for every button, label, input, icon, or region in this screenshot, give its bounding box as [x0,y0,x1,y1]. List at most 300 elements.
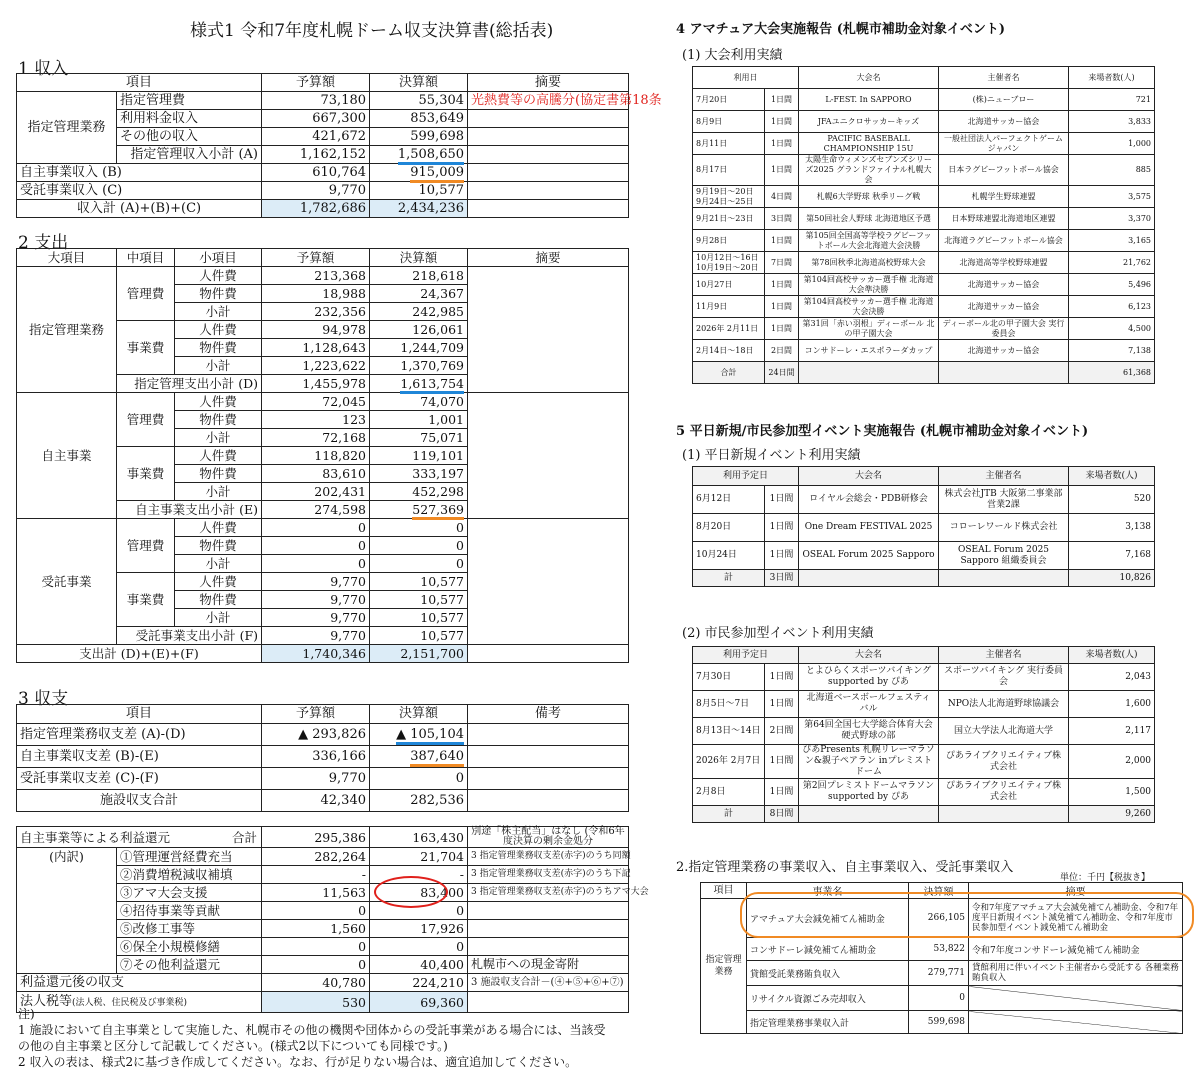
subtotal-label: 指定管理支出小計 (D) [117,375,262,393]
organizer-cell: 国立大学法人北海道大学 [939,718,1069,745]
actual-cell: 75,071 [370,429,468,447]
visitors-cell: 5,496 [1069,274,1155,296]
actual-cell: 1,370,769 [370,357,468,375]
total-budget: 1,740,346 [262,645,370,663]
actual-cell: 69,360 [370,992,468,1013]
date-cell: 7月30日 [693,664,765,691]
note-cell: 令和7年度コンサドーレ減免補てん補助金 [969,938,1183,961]
income-table [16,73,662,218]
note-2: 2 収入の表は、様式2に基づき作成してください。なお、行が足りない場合は、適宜追加してください。 [18,1055,578,1069]
col-header: 予算額 [262,249,370,267]
row-label: 物件費 [175,591,262,609]
weekday-table [692,466,1155,587]
citizen-body [693,664,1155,806]
budget-cell: 118,820 [262,447,370,465]
highlight-value: 387,640 [410,749,464,767]
col-header: 大項目 [17,249,117,267]
budget-cell: 667,300 [262,110,370,128]
budget-cell: 9,770 [262,609,370,627]
actual-cell: 10,577 [370,627,468,645]
organizer-cell: 株式会社JTB 大阪第二事業部 営業2課 [939,486,1069,514]
row-label: 貸館受託業務賄負収入 [747,961,909,986]
visitors-cell: 1,000 [1069,133,1155,155]
col-header: 来場者数(人) [1069,67,1155,89]
row-label: 人件費 [175,519,262,537]
event-name-cell: 第2回プレミストドームマラソン supported by ぴあ [799,779,939,806]
col-header: 摘要 [969,883,1183,899]
note-cell [468,200,629,218]
total-visitors: 9,260 [1069,806,1155,823]
note-cell: 3 指定管理業務収支差(赤字)のうち同額 [468,848,629,866]
organizer-cell: 日本野球連盟北海道地区連盟 [939,208,1069,230]
blank-cell [799,570,939,587]
breakdown-label: (内訳) [17,848,117,866]
budget-cell: 421,672 [262,128,370,146]
organizer-cell: 札幌学生野球連盟 [939,186,1069,208]
budget-cell: 1,223,622 [262,357,370,375]
note-cell [468,146,629,164]
note-cell [468,519,629,645]
days-cell: 1日間 [765,274,799,296]
col-header: 予算額 [262,74,370,92]
days-cell: 1日間 [765,318,799,340]
table-row [693,486,1155,514]
amount-cell: 53,822 [909,938,969,961]
table-row [693,133,1155,155]
blank-cell [939,362,1069,384]
organizer-cell: 日本ラグビーフットボール協会 [939,155,1069,186]
row-label: 受託事業収入 (C) [17,182,262,200]
event-name-cell: OSEAL Forum 2025 Sapporo [799,542,939,570]
col-header: 来場者数(人) [1069,647,1155,664]
date-cell: 8月13日～14日 [693,718,765,745]
event-name-cell: とよひらくスポーツバイキング supported by ぴあ [799,664,939,691]
col-header: 事業名 [747,883,909,899]
section4-sub: (1) 大会利用実績 [682,48,783,63]
actual-cell: 10,577 [370,182,468,200]
organizer-cell: スポーツバイキング 実行委員会 [939,664,1069,691]
visitors-cell: 3,833 [1069,111,1155,133]
row-label: 人件費 [175,393,262,411]
table-row [693,89,1155,111]
total-label: 計 [693,806,765,823]
actual-cell: 21,704 [370,848,468,866]
days-cell: 1日間 [765,664,799,691]
event-name-cell: 札幌6大学野球 秋季リーグ戦 [799,186,939,208]
budget-cell: 40,780 [262,974,370,992]
row-label: ⑤改修工事等 [117,920,262,938]
actual-cell: 10,577 [370,609,468,627]
row-label: ⑦その他利益還元 [117,956,262,974]
days-cell: 1日間 [765,230,799,252]
event-name-cell: 第50回社会人野球 北海道地区予選 [799,208,939,230]
total-label: 合計 [693,362,765,384]
visitors-cell: 7,138 [1069,340,1155,362]
total-actual: 2,434,236 [370,200,468,218]
total-label: 支出計 (D)+(E)+(F) [17,645,262,663]
row-label: アマチュア大会減免補てん補助金 [747,899,909,938]
col-header: 利用予定日 [693,467,799,486]
row-label: 自主事業収入 (B) [17,164,262,182]
actual-cell: 119,101 [370,447,468,465]
visitors-cell: 2,043 [1069,664,1155,691]
days-cell: 1日間 [765,486,799,514]
sub-group-label: 管理費 [117,267,175,321]
note-cell [468,790,629,812]
tax-sub: (法人税、住民税及び事業税) [72,998,188,1008]
date-cell: 8月9日 [693,111,765,133]
budget-cell: 0 [262,555,370,573]
note-cell: 3 指定管理業務収支差(赤字)のうち下記 [468,866,629,884]
row-label: コンサドーレ減免補てん補助金 [747,938,909,961]
budget-cell: 232,356 [262,303,370,321]
balance-table [16,704,629,812]
visitors-cell: 721 [1069,89,1155,111]
actual-cell: 0 [370,555,468,573]
col-header: 備考 [468,705,629,724]
actual-cell [370,501,468,519]
visitors-cell: 3,165 [1069,230,1155,252]
actual-cell: 224,210 [370,974,468,992]
budget-cell: 0 [262,902,370,920]
table-row [693,664,1155,691]
actual-cell: 853,649 [370,110,468,128]
col-header: 来場者数(人) [1069,467,1155,486]
organizer-cell: 北海道高等学校野球連盟 [939,252,1069,274]
note-cell: 3 指定管理業務収支差(赤字)のうちアマ大会 [468,884,629,902]
event-name-cell: 第104回高校サッカー選手権 北海道大会準決勝 [799,274,939,296]
note-cell: 光熱費等の高騰分(協定書第18条 [468,92,629,110]
amount-cell: 599,698 [909,1011,969,1034]
row-label: ⑥保全小規模修繕 [117,938,262,956]
row-label: 小計 [175,609,262,627]
visitors-cell: 1,500 [1069,779,1155,806]
note-cell [468,938,629,956]
budget-cell: 282,264 [262,848,370,866]
row-label: ③アマ大会支援 [117,884,262,902]
table-row [693,252,1155,274]
actual-cell: 0 [370,768,468,790]
row-label: 自主事業収支差 (B)-(E) [17,746,262,768]
event-name-cell: 第104回高校サッカー選手権 北海道大会決勝 [799,296,939,318]
blank-cell [799,362,939,384]
note-cell [468,992,629,1013]
row-label: 物件費 [175,339,262,357]
section5-sub1: (1) 平日新規イベント利用実績 [682,448,861,463]
budget-cell: 94,978 [262,321,370,339]
budget-cell: 202,431 [262,483,370,501]
total-label: 収入計 (A)+(B)+(C) [17,200,262,218]
tournament-table [692,66,1155,384]
note-cell: 令和7年度アマチュア大会減免補てん補助金、令和7年度平日新規イベント減免補てん補助金、令和7年度市民参加型イベント減免補てん補助金 [969,899,1183,938]
table-row [693,111,1155,133]
blank-cell [939,570,1069,587]
actual-cell: 242,985 [370,303,468,321]
actual-cell: 1,001 [370,411,468,429]
visitors-cell: 21,762 [1069,252,1155,274]
table-row [693,340,1155,362]
total-days: 3日間 [765,570,799,587]
budget-cell: 73,180 [262,92,370,110]
budget-cell: 213,368 [262,267,370,285]
highlight-box [740,892,1194,938]
total-label: 計 [693,570,765,587]
note-cell: 札幌市への現金寄附 [468,956,629,974]
sub-group-label: 事業費 [117,573,175,627]
total-visitors: 61,368 [1069,362,1155,384]
actual-cell: 0 [370,537,468,555]
actual-cell: 10,577 [370,591,468,609]
highlight-value: 1,508,650 [398,147,464,165]
table-row [693,514,1155,542]
organizer-cell: 北海道サッカー協会 [939,111,1069,133]
tax-label-cell [17,992,262,1013]
row-label: 小計 [175,483,262,501]
table-row [693,318,1155,340]
event-name-cell: 北海道ベースボールフェスティバル [799,691,939,718]
date-cell: 2026年 2月7日 [693,745,765,779]
note-cell [468,110,629,128]
income-heading: 1 収入 [18,59,69,79]
visitors-cell: 2,000 [1069,745,1155,779]
date-cell: 10月27日 [693,274,765,296]
date-cell: 7月20日 [693,89,765,111]
event-name-cell: ロイヤル会総会・PDB研修会 [799,486,939,514]
note-cell [468,393,629,519]
row-label: 小計 [175,429,262,447]
organizer-cell: 北海道サッカー協会 [939,296,1069,318]
subtotal-label: 自主事業支出小計 (E) [117,501,262,519]
days-cell: 1日間 [765,111,799,133]
table-row [693,186,1155,208]
actual-cell: 74,070 [370,393,468,411]
budget-cell: 1,455,978 [262,375,370,393]
days-cell: 1日間 [765,155,799,186]
budget-cell: - [262,866,370,884]
table-row [693,296,1155,318]
row-label: 小計 [175,357,262,375]
visitors-cell: 6,123 [1069,296,1155,318]
days-cell: 1日間 [765,514,799,542]
amount-cell: 0 [909,986,969,1011]
organizer-cell: NPO法人北海道野球協議会 [939,691,1069,718]
row-label: 物件費 [175,537,262,555]
note-cell: 3 施設収支合計－(④+⑤+⑥+⑦) [468,974,629,992]
row-label: 人件費 [175,447,262,465]
blank-cell [799,806,939,823]
col-header: 摘要 [468,74,629,92]
days-cell: 2日間 [765,340,799,362]
budget-cell: ▲ 293,826 [262,724,370,746]
budget-cell: 83,610 [262,465,370,483]
note-cell [468,902,629,920]
total-days: 24日間 [765,362,799,384]
col-header: 大会名 [799,67,939,89]
budget-cell: 9,770 [262,627,370,645]
budget-cell: 72,168 [262,429,370,447]
budget-cell: 123 [262,411,370,429]
budget-cell: 0 [262,537,370,555]
budget-cell: 18,988 [262,285,370,303]
row-label: 物件費 [175,465,262,483]
slash-cell [969,1011,1183,1034]
organizer-cell: 北海道ラグビーフットボール協会 [939,230,1069,252]
date-cell: 9月19日～20日 9月24日～25日 [693,186,765,208]
budget-cell: 9,770 [262,182,370,200]
note-cell [468,746,629,768]
col-header: 主催者名 [939,647,1069,664]
col-header: 決算額 [370,705,468,724]
col-header: 主催者名 [939,467,1069,486]
date-cell: 9月21日～23日 [693,208,765,230]
note-cell [468,645,629,663]
visitors-cell: 1,600 [1069,691,1155,718]
organizer-cell: 北海道サッカー協会 [939,340,1069,362]
highlight-value: 1,613,754 [400,376,464,394]
section4-heading: 4 アマチュア大会実施報告 (札幌市補助金対象イベント) [676,22,1006,37]
blank-cell [17,902,117,920]
group-label: 自主事業 [17,393,117,519]
blank-cell [17,866,117,884]
visitors-cell: 2,117 [1069,718,1155,745]
budget-cell: 11,563 [262,884,370,902]
col-header: 決算額 [370,249,468,267]
budget-cell: 0 [262,938,370,956]
table-row [693,542,1155,570]
col-header: 大会名 [799,467,939,486]
col-header: 大会名 [799,647,939,664]
actual-cell [370,146,468,164]
budget-cell: 274,598 [262,501,370,519]
date-cell: 10月24日 [693,542,765,570]
budget-cell: 9,770 [262,591,370,609]
budget-cell: 336,166 [262,746,370,768]
actual-cell: 0 [370,902,468,920]
row-label: 受託事業収支差 (C)-(F) [17,768,262,790]
organizer-cell: 北海道サッカー協会 [939,274,1069,296]
actual-cell: 0 [370,519,468,537]
organizer-cell: ディーボール北の甲子園大会 実行委員会 [939,318,1069,340]
note-cell [468,164,629,182]
table-row [693,745,1155,779]
subtotal-label: 受託事業支出小計 (F) [117,627,262,645]
organizer-cell: コローレワールド株式会社 [939,514,1069,542]
organizer-cell: (株)ニューブロー [939,89,1069,111]
days-cell: 7日間 [765,252,799,274]
col-header: 項目 [701,883,747,899]
row-label: ④招待事業等貢献 [117,902,262,920]
note-cell [468,267,629,393]
amount-cell: 279,771 [909,961,969,986]
row-label: 利用料金収入 [117,110,262,128]
sub-group-label: 事業費 [117,447,175,501]
row-label: 物件費 [175,285,262,303]
date-cell: 2026年 2月11日 [693,318,765,340]
total-actual: 2,151,700 [370,645,468,663]
after-label: 利益還元後の収支 [17,974,262,992]
note-1b: の他の自主事業と区分して記載してください。(様式2以下についても同様です。) [18,1039,448,1053]
event-name-cell: PACIFIC BASEBALL CHAMPIONSHIP 15U [799,133,939,155]
organizer-cell: 一般社団法人パーフェクトゲームジャパン [939,133,1069,155]
budget-cell: 9,770 [262,768,370,790]
date-cell: 9月28日 [693,230,765,252]
group-label: 指定管理業務 [17,92,117,164]
actual-cell: 599,698 [370,128,468,146]
sub-group-label: 管理費 [117,519,175,573]
col-header: 利用予定日 [693,647,799,664]
tax-label: 法人税等 [20,994,73,1009]
actual-cell: 218,618 [370,267,468,285]
profit-main-sub: 合計 [232,829,258,845]
date-cell: 11月9日 [693,296,765,318]
actual-cell [370,164,468,182]
actual-cell: - [370,866,468,884]
organizer-cell: ぴあライブクリエイティブ株式会社 [939,745,1069,779]
date-cell: 2月14日～18日 [693,340,765,362]
actual-cell: 17,926 [370,920,468,938]
col-header: 決算額 [909,883,969,899]
total-budget: 1,782,686 [262,200,370,218]
row-label: その他の収入 [117,128,262,146]
note-cell [468,768,629,790]
organizer-cell: ぴあライブクリエイティブ株式会社 [939,779,1069,806]
days-cell: 1日間 [765,89,799,111]
note-cell [468,920,629,938]
row-label: 人件費 [175,321,262,339]
budget-cell: 1,560 [262,920,370,938]
expense-heading: 2 支出 [18,233,69,253]
row-label: 指定管理収入小計 (A) [117,146,262,164]
visitors-cell: 7,168 [1069,542,1155,570]
table-row [693,718,1155,745]
tournament-body [693,89,1155,362]
col-header: 小項目 [175,249,262,267]
blank-cell [17,920,117,938]
blank-cell [939,806,1069,823]
actual-cell: 163,430 [370,827,468,848]
row-label: 人件費 [175,267,262,285]
highlight-circle [374,876,448,908]
note-cell: 別途「株主配当」はなし (令和6年度決算の剰余金処分 [468,827,629,848]
group-label: 指定管理業務 [17,267,117,393]
organizer-cell: OSEAL Forum 2025 Sapporo 組織委員会 [939,542,1069,570]
note-cell [468,724,629,746]
event-name-cell: ぴあPresents 札幌リレーマラソン&親子ペアラン inプレミストドーム [799,745,939,779]
days-cell: 4日間 [765,186,799,208]
budget-cell: 530 [262,992,370,1013]
days-cell: 1日間 [765,745,799,779]
highlight-value: 527,369 [412,502,464,520]
event-name-cell: One Dream FESTIVAL 2025 [799,514,939,542]
days-cell: 2日間 [765,718,799,745]
row-label: 指定管理業務事業収入計 [747,1011,909,1034]
row-label: 人件費 [175,573,262,591]
visitors-cell: 885 [1069,155,1155,186]
actual-cell: 126,061 [370,321,468,339]
event-name-cell: コンサドーレ・エスポラーダカップ [799,340,939,362]
notes-head: 注) [18,1007,35,1021]
col-header: 摘要 [468,249,629,267]
actual-cell: 55,304 [370,92,468,110]
col-header: 項目 [17,705,262,724]
days-cell: 3日間 [765,208,799,230]
row-label: 指定管理業務収支差 (A)-(D) [17,724,262,746]
budget-cell: 0 [262,956,370,974]
table-row [693,691,1155,718]
slash-cell [969,986,1183,1011]
date-cell: 8月17日 [693,155,765,186]
actual-cell: 1,244,709 [370,339,468,357]
